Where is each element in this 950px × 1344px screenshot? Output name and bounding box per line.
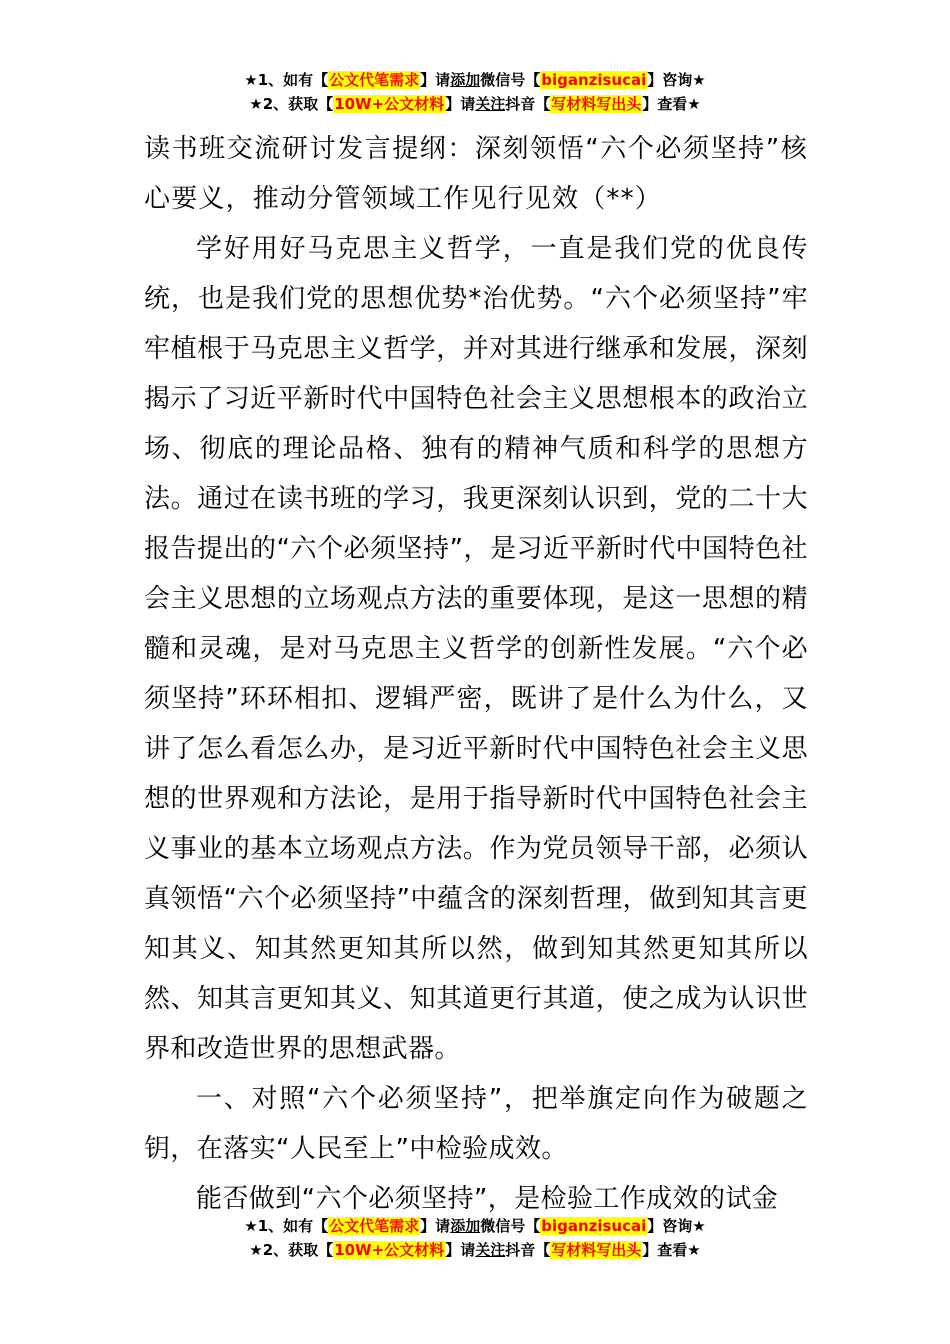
section-heading-1: 一、对照“六个必须坚持”，把举旗定向作为破题之钥，在落实“人民至上”中检验成效。 [144,1084,808,1164]
highlight-keyword: 10W+公文材料 [334,95,445,113]
banner-line-1 [0,1214,950,1238]
underlined-keyword: 添加 [450,1217,481,1235]
banner-text: 】查看★ [642,1241,701,1259]
underlined-keyword: 关注 [475,1241,506,1259]
banner-text: 微信号【 [480,1217,541,1235]
banner-text: 】查看★ [642,95,701,113]
banner-text: 】请 [420,1217,451,1235]
highlight-keyword: 公文代笔需求 [329,71,420,89]
paragraph-intro: 学好用好马克思主义哲学，一直是我们党的优良传统，也是我们党的思想优势*治优势。“六个必须坚持”牢牢植根于马克思主义哲学，并对其进行继承和发展，深刻揭示了习近平新时代中国特色社会主义思想根本的政治立场、彻底的理论品格、独有的精神气质和科学的思想方法。通过在读书班的学习，我更深刻认识到，党的二十大报告提出的“六个必须坚持”，是习近平新时代中国特色社会主义思想的立场观点方法的重要体现，是这一思想的精髓和灵魂，是对马克思主义哲学的创新性发展。“六个必须坚持”环环相扣、逻辑严密，既讲了是什么为什么，又讲了怎么看怎么办，是习近平新时代中国特色社会主义思想的世界观和方法论，是用于指导新时代中国特色社会主义事业的基本立场观点方法。作为党员领导干部，必须认真领悟“六个必须坚持”中蕴含的深刻哲理，做到知其言更知其义、知其然更知其所以然，做到知其然更知其所以然、知其言更知其义、知其道更行其道，使之成为认识世界和改造世界的思想武器。 [144,234,808,1064]
banner-text: 】请 [445,95,476,113]
banner-text: 】请 [445,1241,476,1259]
underlined-keyword: 关注 [475,95,506,113]
highlight-keyword: 10W+公文材料 [334,1241,445,1259]
underlined-keyword: 添加 [450,71,481,89]
banner-text: ★2、获取【 [249,1241,334,1259]
header-banner [0,68,950,116]
banner-text: 】请 [420,71,451,89]
banner-line-2 [0,1238,950,1262]
banner-text: ★1、如有【 [244,71,329,89]
wechat-id-highlight: biganzisucai [541,1217,647,1235]
banner-text: ★1、如有【 [244,1217,329,1235]
douyin-id-highlight: 写材料写出头 [551,1241,642,1259]
highlight-keyword: 公文代笔需求 [329,1217,420,1235]
document-body [144,124,808,1224]
banner-text: 抖音【 [505,1241,551,1259]
banner-line-1 [0,68,950,92]
banner-text: 】咨询★ [647,71,706,89]
banner-text: 微信号【 [480,71,541,89]
banner-text: 抖音【 [505,95,551,113]
banner-line-2 [0,92,950,116]
douyin-id-highlight: 写材料写出头 [551,95,642,113]
footer-banner [0,1214,950,1262]
wechat-id-highlight: biganzisucai [541,71,647,89]
paragraph-section-1: 能否做到“六个必须坚持”，是检验工作成效的试金 [196,1184,779,1214]
banner-text: 】咨询★ [647,1217,706,1235]
document-title: 读书班交流研讨发言提纲：深刻领悟“六个必须坚持”核心要义，推动分管领域工作见行见效（**） [144,134,808,214]
banner-text: ★2、获取【 [249,95,334,113]
